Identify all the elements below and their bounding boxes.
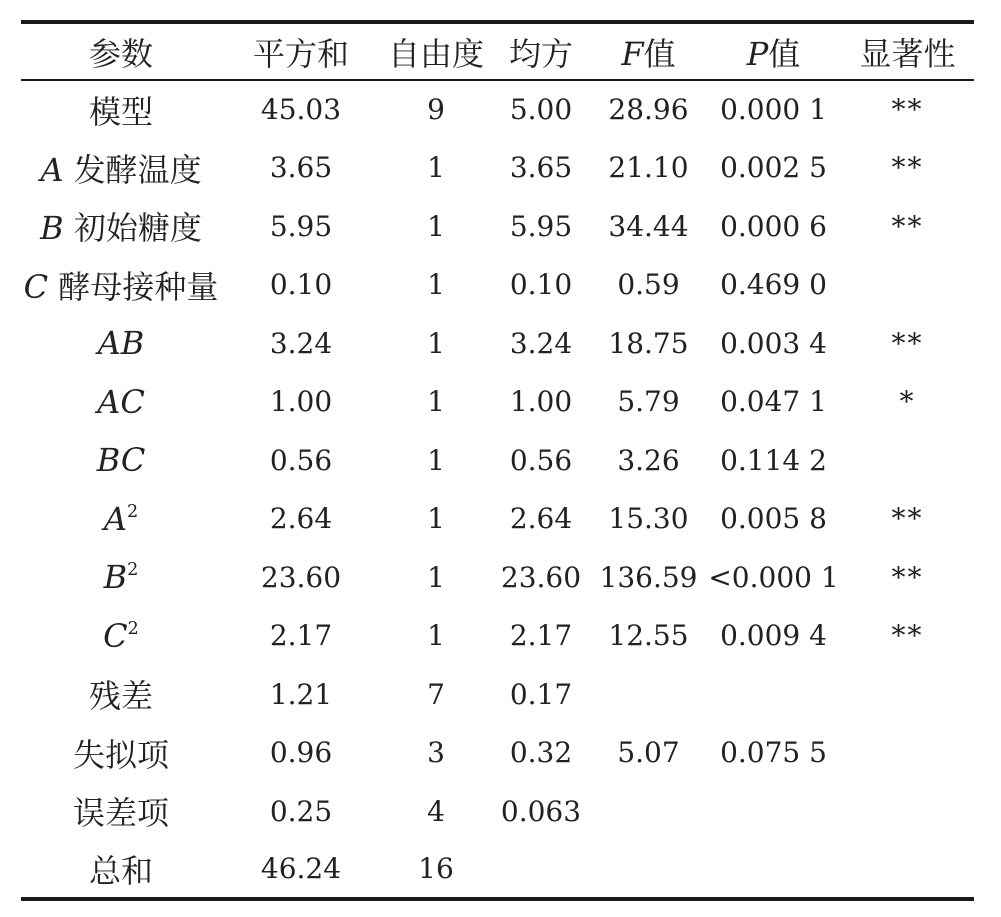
header-p-value — [706, 22, 841, 80]
cell-p-value: <0.000 1 — [708, 560, 839, 594]
cell-degrees-of-freedom: 4 — [427, 794, 445, 828]
row-source — [21, 490, 221, 549]
factor-label: 发酵温度 — [73, 150, 202, 189]
row-source — [21, 782, 221, 841]
table-row — [21, 197, 974, 256]
row-source — [21, 841, 221, 900]
cell-f-value: 34.44 — [608, 209, 689, 243]
cell-sum-of-squares: 0.56 — [269, 443, 333, 477]
cell-mean-square: 3.65 — [509, 151, 573, 185]
cell-sum-of-squares: 1.21 — [269, 677, 333, 711]
exponent: 2 — [127, 618, 139, 639]
row-source — [21, 80, 221, 139]
header-f-suffix: 值 — [643, 34, 676, 73]
cell-f-value: 18.75 — [608, 326, 689, 360]
cell-mean-square: 0.17 — [509, 677, 573, 711]
row-source — [21, 314, 221, 373]
cell-p-value: 0.114 2 — [720, 443, 827, 477]
factor-label: 酵母接种量 — [58, 267, 219, 306]
header-f-variable: F — [621, 34, 644, 73]
cell-significance: ** — [891, 151, 924, 185]
cell-significance: ** — [891, 560, 924, 594]
cell-p-value: 0.000 1 — [720, 93, 827, 127]
cell-degrees-of-freedom: 7 — [427, 677, 445, 711]
cell-f-value: 15.30 — [608, 502, 689, 536]
cell-degrees-of-freedom: 1 — [427, 502, 445, 536]
cell-significance: ** — [891, 93, 924, 127]
cell-sum-of-squares: 2.17 — [269, 619, 333, 653]
cell-p-value: 0.002 5 — [720, 151, 827, 185]
cell-p-value: 0.469 0 — [720, 268, 827, 302]
row-source — [21, 724, 221, 783]
cell-f-value: 12.55 — [608, 619, 689, 653]
row-source — [21, 373, 221, 432]
cell-mean-square: 5.95 — [509, 209, 573, 243]
table-row — [21, 548, 974, 607]
row-source — [21, 256, 221, 315]
factor-label: 初始糖度 — [73, 209, 202, 248]
cell-significance: ** — [891, 619, 924, 653]
cell-degrees-of-freedom: 1 — [427, 209, 445, 243]
cell-mean-square — [491, 841, 591, 900]
header-source: 参数 — [21, 22, 221, 80]
cell-sum-of-squares: 23.60 — [260, 560, 342, 594]
cell-sum-of-squares: 3.24 — [269, 326, 333, 360]
cell-significance — [841, 724, 974, 783]
cell-mean-square: 1.00 — [509, 385, 573, 419]
cell-degrees-of-freedom: 1 — [427, 560, 445, 594]
table-body — [21, 80, 974, 899]
factor-variable: C — [23, 267, 49, 306]
cell-p-value — [706, 782, 841, 841]
cell-mean-square: 2.17 — [509, 619, 573, 653]
cell-f-value: 0.59 — [617, 268, 680, 302]
cell-mean-square: 0.063 — [500, 794, 582, 828]
row-source — [21, 197, 221, 256]
factor-variable: AC — [97, 382, 145, 421]
cell-sum-of-squares: 46.24 — [221, 841, 381, 900]
cell-mean-square: 3.24 — [509, 326, 573, 360]
cell-significance: * — [899, 385, 916, 419]
cell-significance — [841, 431, 974, 490]
cell-significance: ** — [891, 326, 924, 360]
cell-significance — [841, 256, 974, 315]
cell-sum-of-squares: 5.95 — [269, 209, 333, 243]
cell-significance — [841, 841, 974, 900]
cell-sum-of-squares: 3.65 — [269, 151, 333, 185]
factor-label: 误差项 — [72, 794, 169, 833]
cell-p-value: 0.009 4 — [720, 619, 827, 653]
factor-variable: A — [103, 499, 127, 538]
cell-degrees-of-freedom: 3 — [427, 736, 445, 770]
factor-label: 失拟项 — [72, 735, 169, 774]
factor-variable: A — [40, 150, 64, 189]
row-source — [21, 607, 221, 666]
table-row — [21, 431, 974, 490]
cell-mean-square: 23.60 — [500, 560, 582, 594]
cell-sum-of-squares: 2.64 — [269, 502, 333, 536]
factor-variable: C — [103, 616, 128, 655]
factor-variable: AB — [97, 324, 145, 363]
cell-degrees-of-freedom: 1 — [427, 151, 445, 185]
table-row — [21, 841, 974, 900]
cell-mean-square: 0.10 — [509, 268, 573, 302]
cell-degrees-of-freedom: 9 — [427, 93, 445, 127]
cell-p-value: 0.047 1 — [720, 385, 827, 419]
header-row — [21, 22, 974, 80]
cell-f-value: 136.59 — [599, 560, 698, 594]
table-row — [21, 490, 974, 549]
table-row — [21, 724, 974, 783]
header-mean-square: 均方 — [491, 22, 591, 80]
header-degrees-of-freedom: 自由度 — [381, 22, 491, 80]
anova-table — [21, 20, 974, 901]
cell-f-value: 28.96 — [608, 93, 689, 127]
table-row — [21, 139, 974, 198]
row-source — [21, 139, 221, 198]
cell-f-value — [591, 841, 706, 900]
factor-label: 模型 — [88, 92, 153, 131]
cell-f-value: 21.10 — [608, 151, 689, 185]
cell-degrees-of-freedom: 1 — [427, 268, 445, 302]
cell-significance: ** — [891, 502, 924, 536]
cell-degrees-of-freedom: 1 — [427, 619, 445, 653]
table-row — [21, 665, 974, 724]
cell-f-value — [591, 665, 706, 724]
cell-f-value: 5.79 — [617, 385, 680, 419]
cell-mean-square: 0.32 — [509, 736, 573, 770]
cell-sum-of-squares: 0.10 — [269, 268, 333, 302]
cell-significance — [841, 665, 974, 724]
cell-mean-square: 2.64 — [509, 502, 573, 536]
cell-f-value — [591, 782, 706, 841]
factor-variable: B — [40, 209, 64, 248]
cell-mean-square: 0.56 — [509, 443, 573, 477]
header-f-value — [591, 22, 706, 80]
row-source — [21, 431, 221, 490]
header-sum-of-squares: 平方和 — [221, 22, 381, 80]
cell-f-value: 3.26 — [617, 443, 680, 477]
cell-degrees-of-freedom: 1 — [427, 385, 445, 419]
cell-p-value: 0.005 8 — [720, 502, 827, 536]
cell-sum-of-squares: 0.96 — [269, 736, 333, 770]
header-p-suffix: 值 — [768, 34, 801, 73]
cell-degrees-of-freedom: 16 — [381, 841, 491, 900]
cell-f-value: 5.07 — [617, 736, 680, 770]
exponent: 2 — [127, 560, 139, 581]
cell-significance: ** — [891, 209, 924, 243]
table-row — [21, 373, 974, 432]
cell-sum-of-squares: 0.25 — [269, 794, 333, 828]
factor-label: 总和 — [88, 851, 153, 890]
row-source — [21, 548, 221, 607]
cell-sum-of-squares: 45.03 — [260, 93, 342, 127]
cell-significance — [841, 782, 974, 841]
factor-variable: B — [103, 558, 128, 597]
factor-label: 残差 — [88, 677, 153, 716]
cell-p-value — [706, 841, 841, 900]
cell-degrees-of-freedom: 1 — [427, 443, 445, 477]
table-row — [21, 607, 974, 666]
cell-sum-of-squares: 1.00 — [269, 385, 333, 419]
table-row — [21, 314, 974, 373]
cell-mean-square: 5.00 — [509, 93, 573, 127]
factor-variable: BC — [96, 441, 146, 480]
header-significance: 显著性 — [841, 22, 974, 80]
cell-p-value: 0.000 6 — [720, 209, 827, 243]
exponent: 2 — [126, 501, 139, 522]
cell-p-value: 0.003 4 — [720, 326, 827, 360]
cell-p-value: 0.075 5 — [720, 736, 827, 770]
header-p-variable: P — [746, 34, 769, 73]
table-row — [21, 256, 974, 315]
cell-p-value — [706, 665, 841, 724]
cell-degrees-of-freedom: 1 — [427, 326, 445, 360]
table-row — [21, 80, 974, 139]
row-source — [21, 665, 221, 724]
table-row — [21, 782, 974, 841]
